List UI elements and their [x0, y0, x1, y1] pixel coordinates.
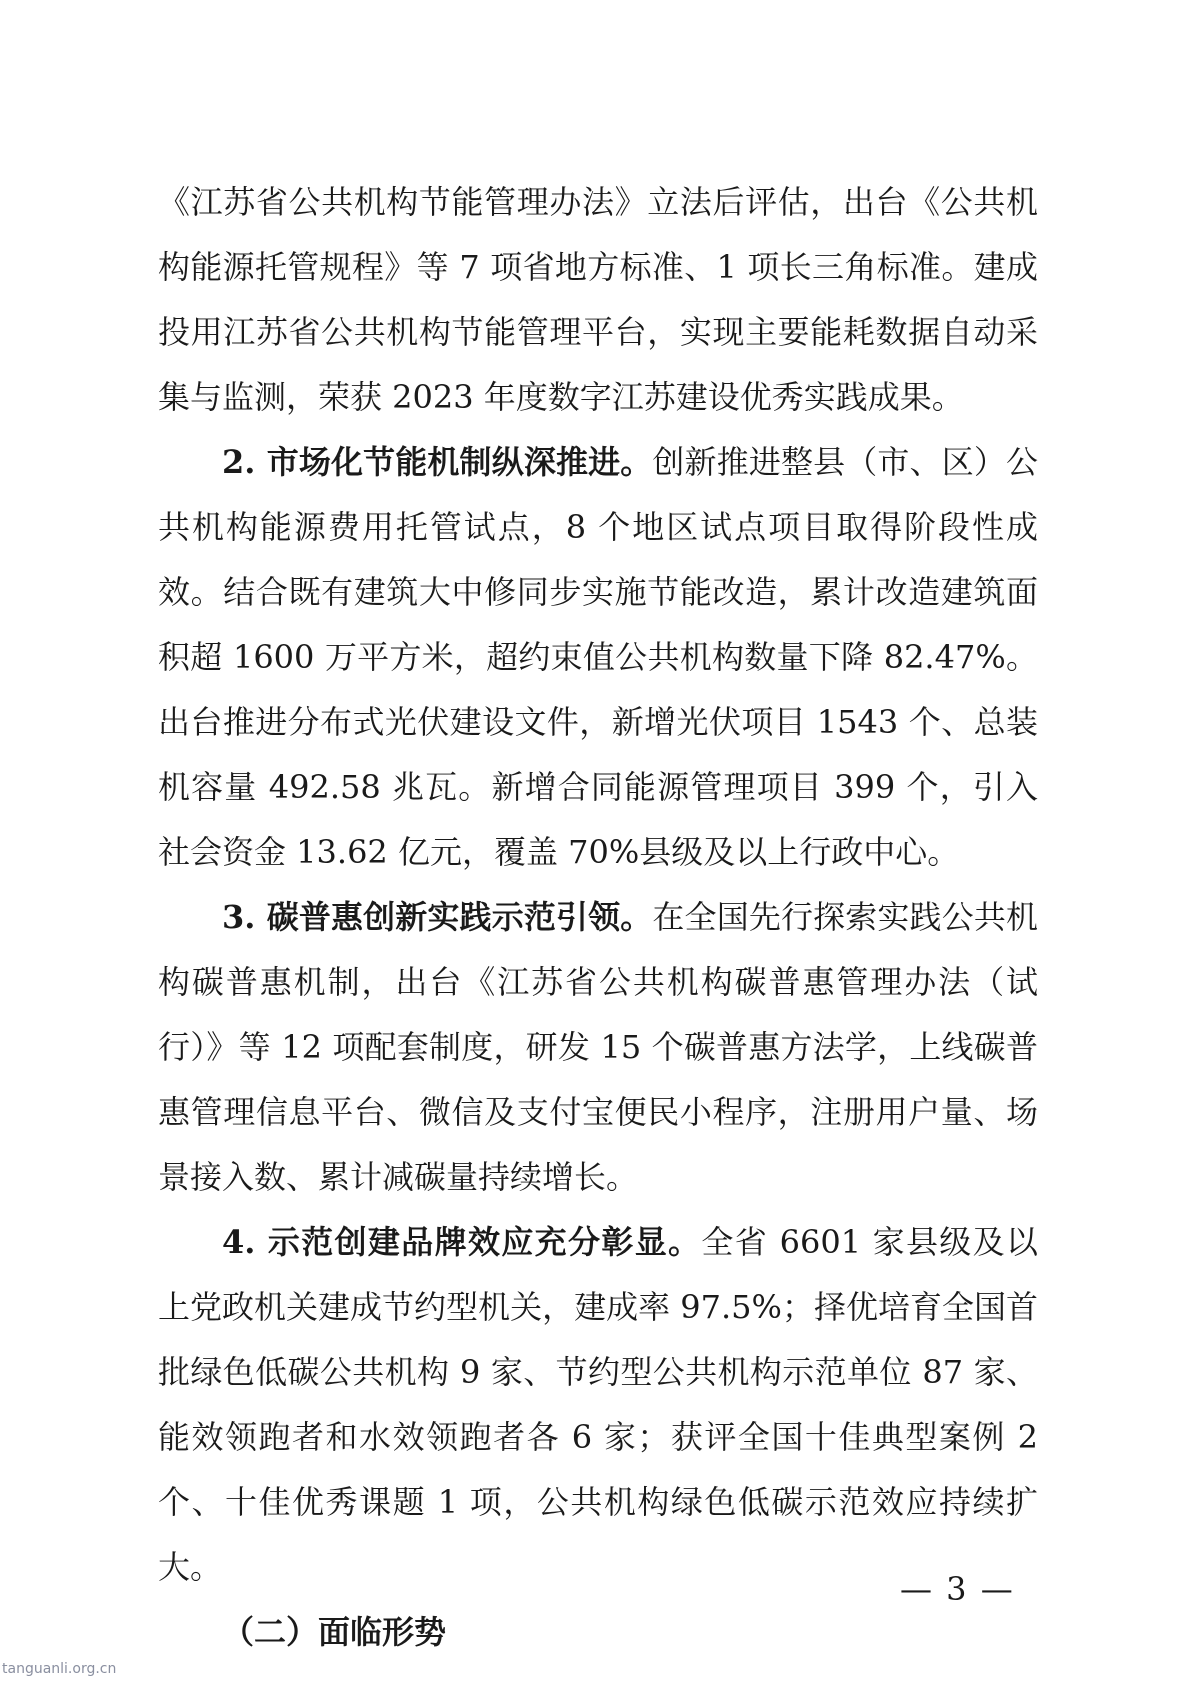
watermark-text: tanguanli.org.cn: [2, 1661, 117, 1677]
page-body: [158, 170, 1038, 1665]
paragraph-carbon-inclusion-heading: 3. 碳普惠创新实践示范引领。: [222, 898, 653, 936]
paragraph-market-mechanism: [158, 430, 1038, 885]
paragraph-intro-text: 《江苏省公共机构节能管理办法》立法后评估，出台《公共机构能源托管规程》等 7 项省地方标准、1 项长三角标准。建成投用江苏省公共机构节能管理平台，实现主要能耗数据自动采集与监测，荣获 2023 年度数字江苏建设优秀实践成果。: [158, 183, 1038, 416]
paragraph-demonstration-brand-text: 全省 6601 家县级及以上党政机关建成节约型机关，建成率 97.5%；择优培育全国首批绿色低碳公共机构 9 家、节约型公共机构示范单位 87 家、能效领跑者和水效领跑者各 6 家；获评全国十佳典型案例 2 个、十佳优秀课题 1 项，公共机构绿色低碳示范效应持续扩大。: [158, 1223, 1038, 1586]
paragraph-intro: [158, 170, 1038, 430]
page-number: — 3 —: [900, 1570, 1015, 1608]
paragraph-carbon-inclusion-text: 在全国先行探索实践公共机构碳普惠机制，出台《江苏省公共机构碳普惠管理办法（试行）》等 12 项配套制度，研发 15 个碳普惠方法学，上线碳普惠管理信息平台、微信及支付宝便民小程序，注册用户量、场景接入数、累计减碳量持续增长。: [158, 898, 1038, 1196]
paragraph-market-mechanism-heading: 2. 市场化节能机制纵深推进。: [222, 443, 653, 481]
section-subheading: （二）面临形势: [222, 1613, 447, 1651]
paragraph-market-mechanism-text: 创新推进整县（市、区）公共机构能源费用托管试点，8 个地区试点项目取得阶段性成效。结合既有建筑大中修同步实施节能改造，累计改造建筑面积超 1600 万平方米，超约束值公共机构数量下降 82.47%。出台推进分布式光伏建设文件，新增光伏项目 1543 个、总装机容量 492.58 兆瓦。新增合同能源管理项目 399 个，引入社会资金 13.62 亿元，覆盖 70%县级及以上行政中心。: [158, 443, 1038, 871]
paragraph-demonstration-brand: [158, 1210, 1038, 1600]
paragraph-demonstration-brand-heading: 4. 示范创建品牌效应充分彰显。: [222, 1223, 702, 1261]
paragraph-carbon-inclusion: [158, 885, 1038, 1210]
